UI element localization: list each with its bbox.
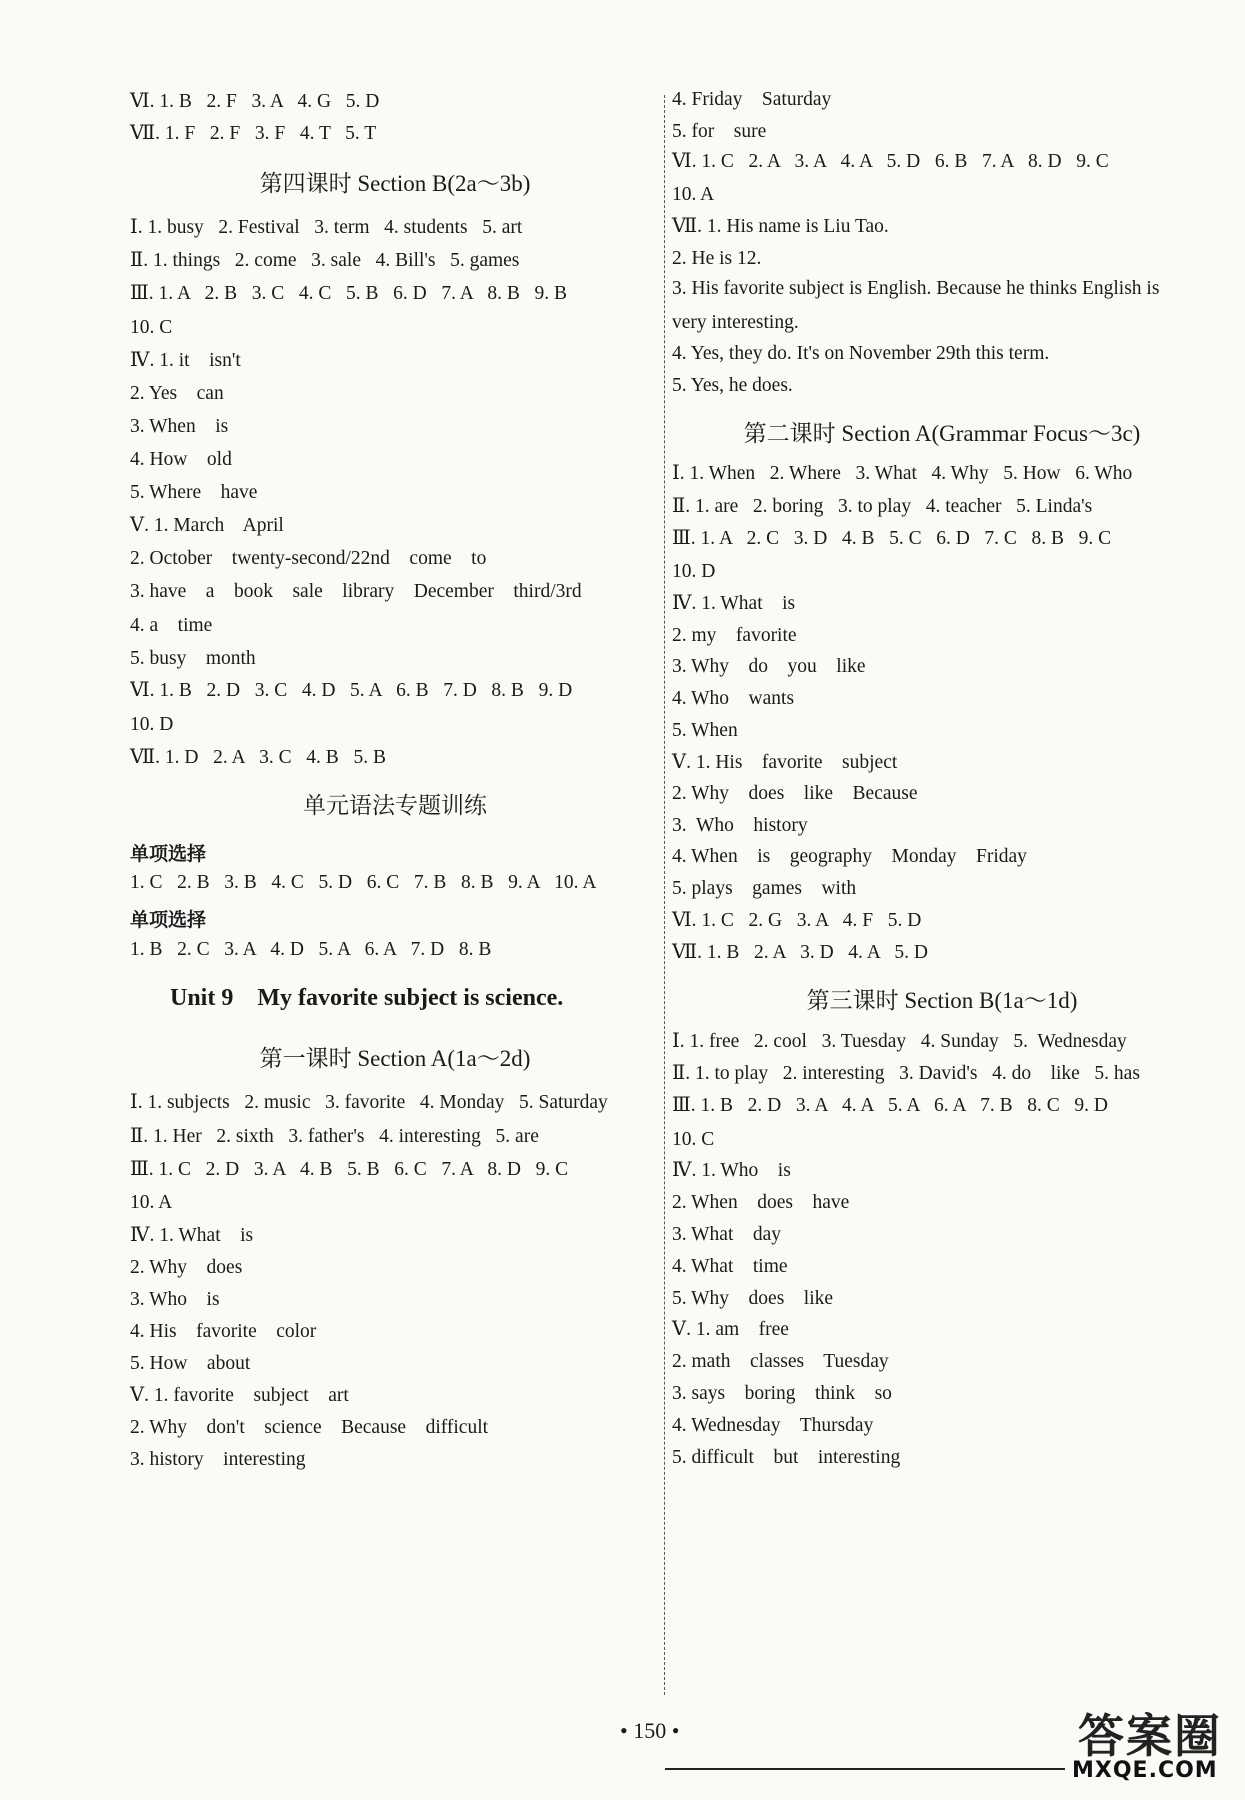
answer-line: 5. Yes, he does. <box>672 375 793 396</box>
answer-line: 4. Friday Saturday <box>672 89 832 110</box>
answer-line: Ⅱ. 1. things 2. come 3. sale 4. Bill's 5. games <box>130 250 520 271</box>
answer-line: 10. C <box>130 317 173 338</box>
answer-line: Ⅰ. 1. free 2. cool 3. Tuesday 4. Sunday 5. Wednesday <box>672 1031 1127 1052</box>
answer-line: 3. Who is <box>130 1289 220 1310</box>
watermark-logo-text: 答案圈 <box>1078 1709 1222 1763</box>
answer-line: Ⅳ. 1. What is <box>130 1225 254 1246</box>
section-heading: 单元语法专题训练 <box>303 793 487 818</box>
answer-line: 2. When does have <box>672 1192 850 1213</box>
answer-line: 2. Why does <box>130 1257 243 1278</box>
unit-title: Unit 9 My favorite subject is science. <box>170 985 564 1011</box>
answer-line: 3. says boring think so <box>672 1383 892 1404</box>
answer-line: Ⅵ. 1. B 2. D 3. C 4. D 5. A 6. B 7. D 8. B 9. D <box>130 680 573 701</box>
answer-line: Ⅶ. 1. His name is Liu Tao. <box>672 216 889 237</box>
section-heading: 第三课时 Section B(1a～1d) <box>806 988 1078 1013</box>
column-divider <box>664 95 665 1695</box>
answer-line: Ⅲ. 1. C 2. D 3. A 4. B 5. B 6. C 7. A 8. D 9. C <box>130 1159 569 1180</box>
answer-line: Ⅶ. 1. D 2. A 3. C 4. B 5. B <box>130 747 386 768</box>
section-heading: 第四课时 Section B(2a～3b) <box>259 171 531 196</box>
answer-line: 4. Who wants <box>672 688 795 709</box>
answer-line: Ⅲ. 1. A 2. B 3. C 4. C 5. B 6. D 7. A 8. B 9. B <box>130 283 568 304</box>
answer-line: 4. What time <box>672 1256 788 1277</box>
answer-line: 3. history interesting <box>130 1449 306 1470</box>
section-heading: 第二课时 Section A(Grammar Focus～3c) <box>743 421 1141 446</box>
answer-line: 10. D <box>672 561 716 582</box>
answer-line: 3. Why do you like <box>672 656 866 677</box>
answer-line: 1. B 2. C 3. A 4. D 5. A 6. A 7. D 8. B <box>130 939 492 960</box>
answer-line: 10. A <box>130 1192 173 1213</box>
answer-line: Ⅴ. 1. am free <box>672 1319 789 1340</box>
answer-line: 4. How old <box>130 449 232 470</box>
answer-line: 4. a time <box>130 615 213 636</box>
subsection-label: 单项选择 <box>130 843 207 865</box>
answer-line: Ⅱ. 1. to play 2. interesting 3. David's 4. do like 5. has <box>672 1063 1140 1084</box>
answer-line: 5. Why does like <box>672 1288 834 1309</box>
answer-line: Ⅱ. 1. are 2. boring 3. to play 4. teacher 5. Linda's <box>672 496 1093 517</box>
answer-line: 2. Why don't science Because difficult <box>130 1417 489 1438</box>
watermark-url: MXQE.COM <box>1072 1758 1218 1783</box>
answer-line: Ⅳ. 1. Who is <box>672 1160 791 1181</box>
answer-line: Ⅰ. 1. busy 2. Festival 3. term 4. students 5. art <box>130 217 523 238</box>
answer-line: Ⅴ. 1. March April <box>130 515 284 536</box>
answer-line: 3. When is <box>130 416 229 437</box>
answer-line: Ⅲ. 1. B 2. D 3. A 4. A 5. A 6. A 7. B 8. C 9. D <box>672 1095 1108 1116</box>
answer-line: 3. His favorite subject is English. Because he thinks English is <box>672 278 1160 299</box>
answer-line: 2. my favorite <box>672 625 797 646</box>
answer-line: Ⅶ. 1. B 2. A 3. D 4. A 5. D <box>672 942 928 963</box>
answer-line: Ⅳ. 1. it isn't <box>130 350 241 371</box>
answer-line: 2. He is 12. <box>672 248 762 269</box>
answer-line: 1. C 2. B 3. B 4. C 5. D 6. C 7. B 8. B 9. A 10. A <box>130 872 597 893</box>
answer-line: 2. math classes Tuesday <box>672 1351 889 1372</box>
answer-line: 10. D <box>130 714 174 735</box>
answer-line: 2. Why does like Because <box>672 783 918 804</box>
answer-line: Ⅵ. 1. C 2. G 3. A 4. F 5. D <box>672 910 922 931</box>
answer-line: Ⅲ. 1. A 2. C 3. D 4. B 5. C 6. D 7. C 8. B 9. C <box>672 528 1112 549</box>
watermark-logo <box>1070 1700 1235 1795</box>
answer-line: Ⅶ. 1. F 2. F 3. F 4. T 5. T <box>130 123 377 144</box>
page-number: • 150 • <box>620 1718 680 1743</box>
answer-line: 5. busy month <box>130 648 256 669</box>
answer-line: very interesting. <box>672 312 799 333</box>
footer-rule <box>665 1768 1065 1770</box>
answer-line: 4. Yes, they do. It's on November 29th this term. <box>672 343 1050 364</box>
answer-line: 3. What day <box>672 1224 782 1245</box>
answer-line: 5. plays games with <box>672 878 857 899</box>
answer-line: 10. C <box>672 1129 715 1150</box>
answer-line: Ⅳ. 1. What is <box>672 593 796 614</box>
answer-line: 4. When is geography Monday Friday <box>672 846 1027 867</box>
subsection-label: 单项选择 <box>130 909 207 931</box>
answer-line: 4. Wednesday Thursday <box>672 1415 874 1436</box>
answer-line: 5. difficult but interesting <box>672 1447 901 1468</box>
answer-line: Ⅴ. 1. His favorite subject <box>672 752 898 773</box>
answer-line: Ⅴ. 1. favorite subject art <box>130 1385 349 1406</box>
answer-line: Ⅰ. 1. subjects 2. music 3. favorite 4. Monday 5. Saturday <box>130 1092 608 1113</box>
answer-line: 5. When <box>672 720 738 741</box>
answer-line: Ⅵ. 1. C 2. A 3. A 4. A 5. D 6. B 7. A 8. D 9. C <box>672 151 1109 172</box>
answer-line: 10. A <box>672 184 715 205</box>
answer-line: Ⅱ. 1. Her 2. sixth 3. father's 4. interesting 5. are <box>130 1126 539 1147</box>
answer-line: 3. Who history <box>672 815 808 836</box>
answer-line: 4. His favorite color <box>130 1321 317 1342</box>
answer-line: 2. October twenty-second/22nd come to <box>130 548 487 569</box>
answer-line: 5. Where have <box>130 482 258 503</box>
answer-line: 3. have a book sale library December third/3rd <box>130 581 582 602</box>
section-heading: 第一课时 Section A(1a～2d) <box>259 1046 531 1071</box>
answer-line: 2. Yes can <box>130 383 224 404</box>
answer-line: Ⅵ. 1. B 2. F 3. A 4. G 5. D <box>130 91 380 112</box>
answer-line: Ⅰ. 1. When 2. Where 3. What 4. Why 5. How 6. Who <box>672 463 1133 484</box>
answer-line: 5. How about <box>130 1353 251 1374</box>
answer-line: 5. for sure <box>672 121 767 142</box>
